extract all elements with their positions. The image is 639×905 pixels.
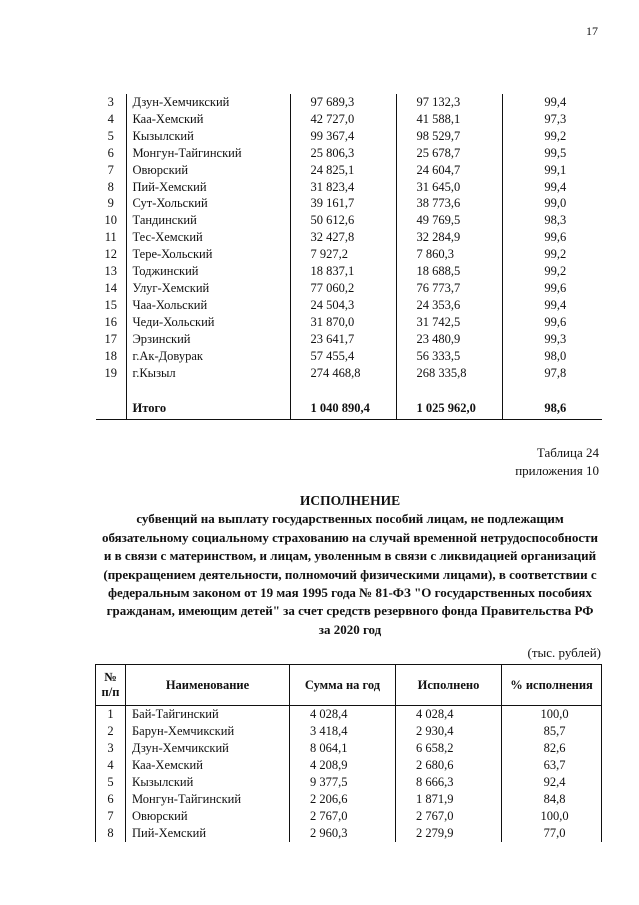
row-percent-cell: 99,4 [502, 179, 602, 196]
heading-line: субвенций на выплату государственных пособий лицам, не подлежащим [136, 511, 564, 527]
row-number-cell: 17 [104, 331, 117, 346]
row-name-cell: Пий-Хемский [126, 825, 290, 842]
row-percent-cell: 99,4 [502, 94, 602, 111]
row-name-cell: г.Кызыл [126, 365, 290, 382]
heading-line: (прекращением деятельности, полномочий физическими лицами), в соответствии с [103, 566, 597, 582]
spacer-cell [126, 381, 290, 397]
row-percent-cell: 99,2 [502, 263, 602, 280]
row-plan-cell: 39 161,7 [290, 195, 396, 212]
table-row [96, 348, 602, 365]
row-number-cell: 18 [104, 348, 117, 363]
row-done-cell: 4 028,4 [396, 706, 502, 724]
row-plan-cell: 2 206,6 [290, 791, 396, 808]
row-percent-cell: 100,0 [502, 706, 602, 724]
row-name-cell: Улуг-Хемский [126, 280, 290, 297]
row-number-cell: 8 [107, 179, 114, 194]
table-row [96, 297, 602, 314]
table-24-body [96, 706, 602, 843]
row-name-cell: Овюрский [126, 162, 290, 179]
table-number-label: Таблица 24 [536, 445, 599, 460]
row-done-cell: 31 645,0 [396, 179, 502, 196]
row-name-cell: Бай-Тайгинский [126, 706, 290, 724]
spacer-cell [396, 381, 502, 397]
continuation-table [96, 94, 602, 420]
row-percent-cell: 63,7 [502, 757, 602, 774]
row-percent-cell: 99,6 [502, 280, 602, 297]
row-name-cell: Монгун-Тайгинский [126, 145, 290, 162]
row-number-cell: 7 [107, 162, 114, 177]
row-done-cell: 2 930,4 [396, 723, 502, 740]
row-done-cell: 41 588,1 [396, 111, 502, 128]
row-name-cell: Чеди-Хольский [126, 314, 290, 331]
table-row [96, 229, 602, 246]
row-plan-cell: 8 064,1 [290, 740, 396, 757]
row-percent-cell: 99,4 [502, 297, 602, 314]
table-row [96, 791, 602, 808]
row-name-cell: Эрзинский [126, 331, 290, 348]
table-row [96, 314, 602, 331]
row-name-cell: Тоджинский [126, 263, 290, 280]
row-name-cell: Каа-Хемский [126, 757, 290, 774]
row-done-cell: 56 333,5 [396, 348, 502, 365]
spacer-row [96, 381, 602, 397]
row-done-cell: 23 480,9 [396, 331, 502, 348]
row-number-cell: 1 [96, 706, 126, 724]
total-percent: 98,6 [502, 397, 602, 420]
row-number-cell: 7 [96, 808, 126, 825]
row-done-cell: 1 871,9 [396, 791, 502, 808]
table-row [96, 195, 602, 212]
row-name-cell: Тандинский [126, 212, 290, 229]
table-row [96, 212, 602, 229]
header-number: № п/п [96, 665, 126, 706]
row-number-cell: 4 [107, 111, 114, 126]
row-percent-cell: 99,6 [502, 229, 602, 246]
table-row [96, 757, 602, 774]
row-name-cell: Дзун-Хемчикский [126, 740, 290, 757]
row-number-cell: 16 [104, 314, 117, 329]
row-percent-cell: 92,4 [502, 774, 602, 791]
row-plan-cell: 31 870,0 [290, 314, 396, 331]
table-row [96, 706, 602, 724]
row-number-cell: 10 [104, 213, 117, 228]
row-done-cell: 7 860,3 [396, 246, 502, 263]
continuation-table-body [96, 94, 602, 420]
row-done-cell: 6 658,2 [396, 740, 502, 757]
row-name-cell: Тере-Хольский [126, 246, 290, 263]
table-row [96, 179, 602, 196]
total-done: 1 025 962,0 [396, 397, 502, 420]
row-percent-cell: 98,3 [502, 212, 602, 229]
row-name-cell: Монгун-Тайгинский [126, 791, 290, 808]
row-done-cell: 49 769,5 [396, 212, 502, 229]
row-number-cell: 3 [107, 95, 114, 109]
row-plan-cell: 25 806,3 [290, 145, 396, 162]
row-name-cell: Барун-Хемчикский [126, 723, 290, 740]
row-number-cell: 11 [104, 230, 117, 245]
heading-line: гражданам, имеющим детей" за счет средств резервного фонда Правительства РФ [106, 603, 594, 619]
table-row [96, 740, 602, 757]
row-plan-cell: 32 427,8 [290, 229, 396, 246]
row-plan-cell: 3 418,4 [290, 723, 396, 740]
row-plan-cell: 99 367,4 [290, 128, 396, 145]
row-number-cell: 5 [107, 128, 114, 143]
row-done-cell: 2 279,9 [396, 825, 502, 842]
row-done-cell: 2 767,0 [396, 808, 502, 825]
row-name-cell: Кызылский [126, 128, 290, 145]
table-heading [60, 492, 639, 639]
table-row [96, 111, 602, 128]
row-name-cell: Каа-Хемский [126, 111, 290, 128]
row-done-cell: 268 335,8 [396, 365, 502, 382]
spacer-cell [290, 381, 396, 397]
page-number: 17 [586, 24, 598, 38]
heading-line: федеральным законом от 19 мая 1995 года № 81-ФЗ "О государственных пособиях [108, 585, 592, 601]
row-plan-cell: 23 641,7 [290, 331, 396, 348]
header-percent: % исполнения [502, 665, 602, 706]
row-plan-cell: 7 927,2 [290, 246, 396, 263]
row-number-cell: 9 [107, 196, 114, 211]
row-done-cell: 24 353,6 [396, 297, 502, 314]
table-row [96, 365, 602, 382]
table-24 [95, 664, 602, 842]
row-name-cell: Овюрский [126, 808, 290, 825]
row-done-cell: 38 773,6 [396, 195, 502, 212]
row-done-cell: 31 742,5 [396, 314, 502, 331]
row-name-cell: г.Ак-Довурак [126, 348, 290, 365]
row-name-cell: Кызылский [126, 774, 290, 791]
row-plan-cell: 24 504,3 [290, 297, 396, 314]
total-plan: 1 040 890,4 [290, 397, 396, 420]
row-name-cell: Чаа-Хольский [126, 297, 290, 314]
table-row [96, 128, 602, 145]
row-done-cell: 25 678,7 [396, 145, 502, 162]
table-row [96, 162, 602, 179]
row-number-cell: 5 [96, 774, 126, 791]
row-plan-cell: 57 455,4 [290, 348, 396, 365]
row-percent-cell: 84,8 [502, 791, 602, 808]
row-done-cell: 2 680,6 [396, 757, 502, 774]
row-number-cell: 6 [107, 145, 114, 160]
row-percent-cell: 99,1 [502, 162, 602, 179]
row-done-cell: 8 666,3 [396, 774, 502, 791]
row-percent-cell: 85,7 [502, 723, 602, 740]
heading-line: за 2020 год [318, 621, 382, 637]
row-percent-cell: 98,0 [502, 348, 602, 365]
table-row [96, 331, 602, 348]
header-plan: Сумма на год [290, 665, 396, 706]
row-percent-cell: 77,0 [502, 825, 602, 842]
row-done-cell: 24 604,7 [396, 162, 502, 179]
row-plan-cell: 50 612,6 [290, 212, 396, 229]
units-label: (тыс. рублей) [527, 645, 601, 660]
row-number-cell: 2 [96, 723, 126, 740]
row-percent-cell: 99,2 [502, 246, 602, 263]
row-percent-cell: 82,6 [502, 740, 602, 757]
row-done-cell: 98 529,7 [396, 128, 502, 145]
row-plan-cell: 31 823,4 [290, 179, 396, 196]
table-row [96, 263, 602, 280]
appendix-label: приложения 10 [515, 463, 599, 478]
row-plan-cell: 97 689,3 [290, 94, 396, 111]
total-row [96, 397, 602, 420]
heading-title: ИСПОЛНЕНИЕ [299, 493, 401, 508]
total-number-cell [96, 397, 126, 420]
row-number-cell: 4 [96, 757, 126, 774]
row-plan-cell: 77 060,2 [290, 280, 396, 297]
row-plan-cell: 2 960,3 [290, 825, 396, 842]
row-number-cell: 3 [96, 740, 126, 757]
spacer-cell [96, 381, 126, 397]
row-number-cell: 13 [104, 264, 117, 279]
row-plan-cell: 274 468,8 [290, 365, 396, 382]
header-name: Наименование [126, 665, 290, 706]
row-percent-cell: 99,0 [502, 195, 602, 212]
row-plan-cell: 18 837,1 [290, 263, 396, 280]
row-plan-cell: 4 028,4 [290, 706, 396, 724]
row-done-cell: 76 773,7 [396, 280, 502, 297]
row-done-cell: 18 688,5 [396, 263, 502, 280]
row-percent-cell: 97,3 [502, 111, 602, 128]
table-row [96, 723, 602, 740]
row-name-cell: Тес-Хемский [126, 229, 290, 246]
row-name-cell: Сут-Хольский [126, 195, 290, 212]
row-percent-cell: 99,5 [502, 145, 602, 162]
row-plan-cell: 42 727,0 [290, 111, 396, 128]
row-name-cell: Дзун-Хемчикский [126, 94, 290, 111]
total-label: Итого [126, 397, 290, 420]
row-plan-cell: 9 377,5 [290, 774, 396, 791]
row-number-cell: 6 [96, 791, 126, 808]
row-name-cell: Пий-Хемский [126, 179, 290, 196]
row-percent-cell: 100,0 [502, 808, 602, 825]
row-plan-cell: 4 208,9 [290, 757, 396, 774]
heading-line: обязательному социальному страхованию на случай временной нетрудоспособности [101, 529, 599, 545]
table-row [96, 145, 602, 162]
spacer-cell [502, 381, 602, 397]
table-row [96, 825, 602, 842]
row-done-cell: 97 132,3 [396, 94, 502, 111]
row-done-cell: 32 284,9 [396, 229, 502, 246]
table-header-row [96, 665, 602, 706]
row-percent-cell: 97,8 [502, 365, 602, 382]
table-row [96, 246, 602, 263]
table-row [96, 774, 602, 791]
table-row [96, 280, 602, 297]
row-number-cell: 12 [104, 247, 117, 262]
header-done: Исполнено [396, 665, 502, 706]
heading-line: и в связи с материнством, и лицам, уволенным в связи с ликвидацией организаций [103, 548, 597, 564]
row-number-cell: 8 [96, 825, 126, 842]
table-row [96, 94, 602, 111]
row-number-cell: 14 [104, 280, 117, 295]
row-percent-cell: 99,3 [502, 331, 602, 348]
table-row [96, 808, 602, 825]
row-number-cell: 19 [104, 365, 117, 380]
row-percent-cell: 99,6 [502, 314, 602, 331]
row-plan-cell: 24 825,1 [290, 162, 396, 179]
row-percent-cell: 99,2 [502, 128, 602, 145]
row-number-cell: 15 [104, 297, 117, 312]
row-plan-cell: 2 767,0 [290, 808, 396, 825]
